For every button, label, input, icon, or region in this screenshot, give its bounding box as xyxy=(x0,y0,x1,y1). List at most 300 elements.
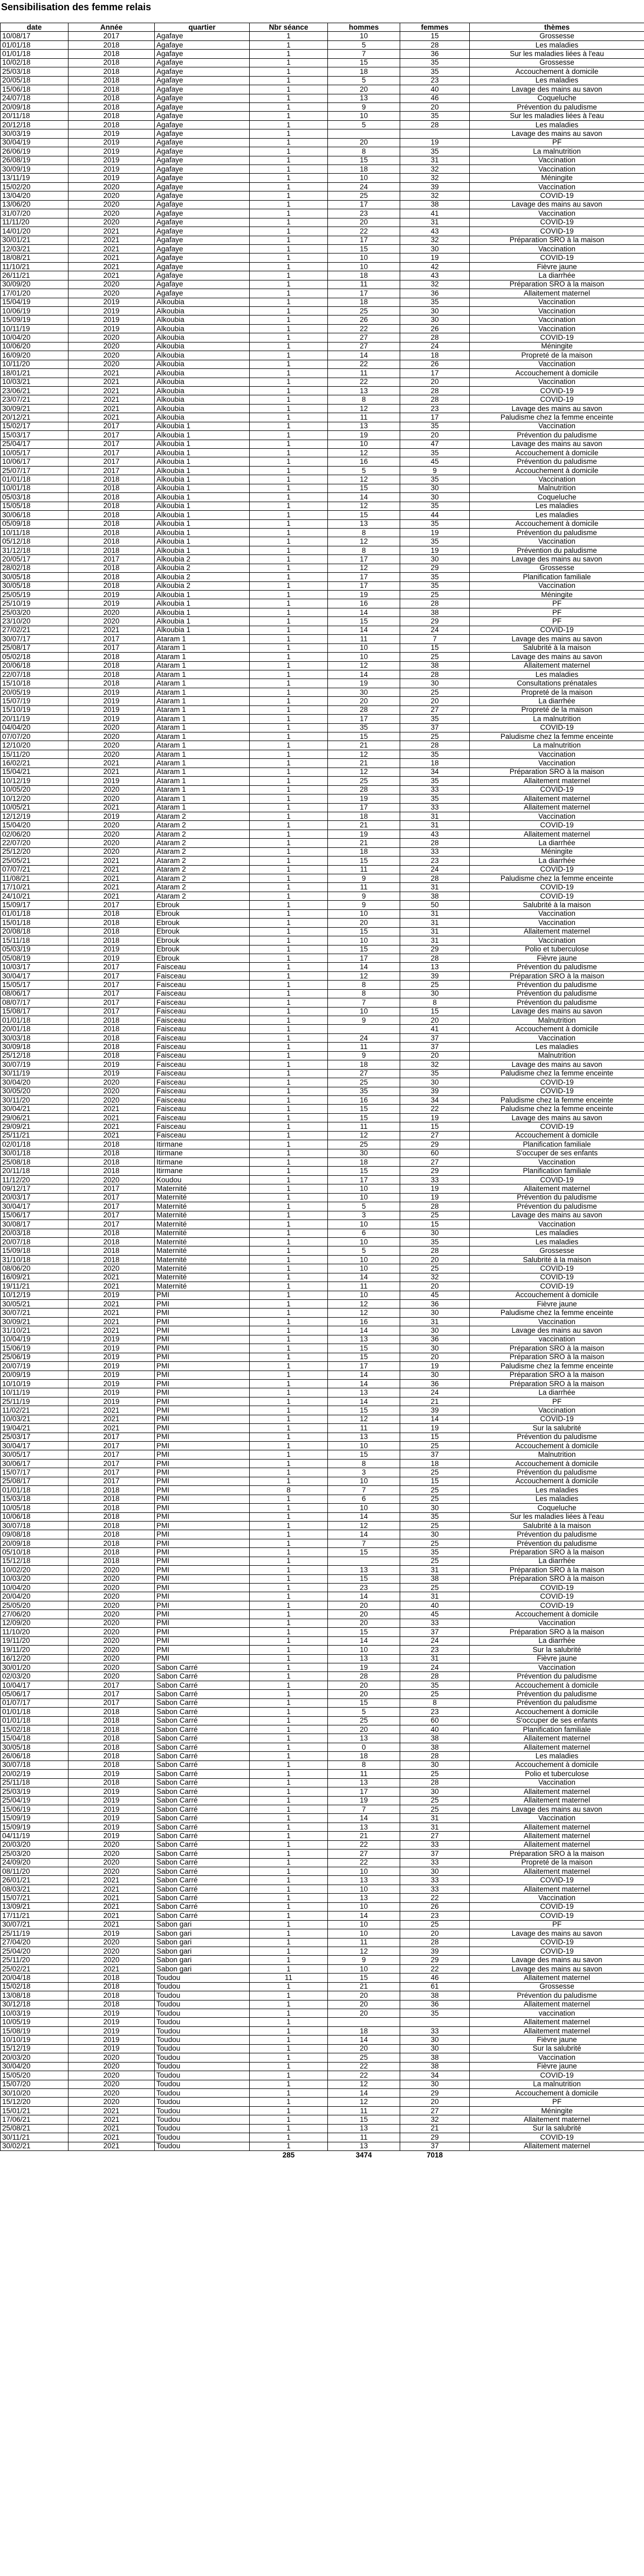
table-row xyxy=(1,901,644,909)
table-row xyxy=(1,1051,644,1060)
cell-quartier: Ataram 1 xyxy=(155,635,250,643)
cell-nbr-seance: 1 xyxy=(250,1406,328,1415)
cell-date: 15/09/17 xyxy=(1,901,68,909)
cell-nbr-seance: 1 xyxy=(250,759,328,768)
cell-quartier: Toudou xyxy=(155,2062,250,2071)
cell-nbr-seance: 1 xyxy=(250,1433,328,1441)
table-row xyxy=(1,919,644,927)
cell-theme: Accouchement à domicile xyxy=(470,67,644,76)
cell-annee: 2017 xyxy=(68,1698,155,1707)
table-row xyxy=(1,280,644,289)
cell-date: 20/07/18 xyxy=(1,1237,68,1246)
cell-hommes: 12 xyxy=(328,1947,400,1955)
cell-femmes: 30 xyxy=(400,555,470,564)
cell-annee: 2021 xyxy=(68,1273,155,1282)
cell-quartier: Ataram 1 xyxy=(155,653,250,661)
cell-annee: 2021 xyxy=(68,1902,155,1911)
cell-femmes: 37 xyxy=(400,1628,470,1636)
cell-quartier: Alkoubia 1 xyxy=(155,608,250,616)
cell-quartier: Sabon Carré xyxy=(155,1796,250,1805)
cell-nbr-seance: 1 xyxy=(250,1388,328,1397)
cell-hommes: 13 xyxy=(328,1566,400,1574)
cell-date: 20/08/18 xyxy=(1,927,68,936)
table-row xyxy=(1,865,644,874)
cell-nbr-seance: 1 xyxy=(250,1991,328,2000)
cell-date: 25/03/19 xyxy=(1,1787,68,1796)
cell-hommes: 13 xyxy=(328,1894,400,1902)
cell-quartier: PMI xyxy=(155,1610,250,1619)
cell-hommes: 14 xyxy=(328,1814,400,1823)
cell-femmes: 20 xyxy=(400,378,470,386)
cell-quartier: PMI xyxy=(155,1300,250,1308)
cell-femmes: 31 xyxy=(400,936,470,945)
cell-hommes: 15 xyxy=(328,1974,400,1982)
table-row xyxy=(1,1353,644,1361)
cell-quartier: Itirmane xyxy=(155,1167,250,1175)
cell-annee: 2020 xyxy=(68,209,155,218)
cell-date: 25/05/19 xyxy=(1,591,68,599)
cell-hommes: 10 xyxy=(328,1902,400,1911)
cell-hommes: 21 xyxy=(328,839,400,847)
cell-date: 15/07/19 xyxy=(1,697,68,705)
cell-nbr-seance: 1 xyxy=(250,981,328,989)
cell-femmes: 28 xyxy=(400,670,470,679)
cell-nbr-seance: 1 xyxy=(250,1796,328,1805)
cell-femmes: 46 xyxy=(400,94,470,102)
cell-theme: COVID-19 xyxy=(470,2133,644,2142)
cell-theme: COVID-19 xyxy=(470,1902,644,1911)
cell-femmes: 30 xyxy=(400,1078,470,1087)
table-row xyxy=(1,1459,644,1468)
cell-theme: Vaccination xyxy=(470,936,644,945)
cell-quartier: Alkoubia 1 xyxy=(155,599,250,608)
cell-date: 23/07/21 xyxy=(1,395,68,404)
cell-annee: 2021 xyxy=(68,2133,155,2142)
cell-date: 30/01/18 xyxy=(1,1149,68,1157)
cell-quartier: Agafaye xyxy=(155,76,250,85)
cell-hommes: 15 xyxy=(328,58,400,67)
table-row xyxy=(1,1760,644,1769)
cell-annee: 2018 xyxy=(68,581,155,590)
cell-date: 10/02/18 xyxy=(1,58,68,67)
cell-hommes: 21 xyxy=(328,821,400,830)
cell-nbr-seance: 1 xyxy=(250,1291,328,1299)
cell-theme: Allaitement maternel xyxy=(470,1885,644,1893)
cell-hommes: 22 xyxy=(328,360,400,368)
table-row xyxy=(1,1557,644,1565)
cell-nbr-seance: 1 xyxy=(250,404,328,413)
cell-theme: Fièvre jaune xyxy=(470,2062,644,2071)
cell-date: 05/03/18 xyxy=(1,493,68,502)
cell-femmes: 46 xyxy=(400,1974,470,1982)
cell-femmes: 23 xyxy=(400,1708,470,1716)
cell-quartier: Agafaye xyxy=(155,120,250,129)
cell-hommes: 17 xyxy=(328,803,400,812)
cell-femmes: 24 xyxy=(400,1388,470,1397)
cell-annee: 2018 xyxy=(68,573,155,581)
cell-date: 20/06/18 xyxy=(1,661,68,670)
table-row xyxy=(1,1574,644,1583)
cell-femmes: 45 xyxy=(400,1610,470,1619)
cell-annee: 2017 xyxy=(68,989,155,998)
cell-quartier: Agafaye xyxy=(155,156,250,165)
cell-quartier: PMI xyxy=(155,1291,250,1299)
cell-date: 22/07/20 xyxy=(1,839,68,847)
cell-quartier: Ebrouk xyxy=(155,909,250,918)
cell-nbr-seance: 1 xyxy=(250,1167,328,1175)
cell-date: 20/01/18 xyxy=(1,1025,68,1033)
cell-quartier: Sabon Carré xyxy=(155,1663,250,1671)
cell-theme: Sur les maladies liées à l'eau xyxy=(470,1512,644,1521)
cell-date: 07/07/20 xyxy=(1,732,68,741)
cell-date: 25/04/19 xyxy=(1,1796,68,1805)
cell-quartier: Alkoubia 1 xyxy=(155,519,250,528)
table-row xyxy=(1,528,644,537)
table-row xyxy=(1,812,644,820)
cell-theme: Les maladies xyxy=(470,1237,644,1246)
cell-annee: 2019 xyxy=(68,591,155,599)
cell-hommes: 10 xyxy=(328,1477,400,1485)
cell-quartier: Sabon Carré xyxy=(155,1778,250,1787)
cell-annee: 2017 xyxy=(68,440,155,448)
cell-hommes: 11 xyxy=(328,635,400,643)
cell-nbr-seance: 1 xyxy=(250,715,328,723)
cell-quartier: Sabon Carré xyxy=(155,1832,250,1840)
cell-theme: PF xyxy=(470,1920,644,1929)
cell-femmes: 37 xyxy=(400,1849,470,1858)
cell-hommes: 25 xyxy=(328,307,400,316)
table-row xyxy=(1,2080,644,2088)
cell-date: 31/07/20 xyxy=(1,209,68,218)
cell-date: 11/10/20 xyxy=(1,1628,68,1636)
cell-hommes: 15 xyxy=(328,1450,400,1459)
cell-hommes: 8 xyxy=(328,147,400,156)
cell-annee: 2021 xyxy=(68,2115,155,2124)
cell-nbr-seance: 1 xyxy=(250,599,328,608)
cell-quartier: Faisceau xyxy=(155,981,250,989)
cell-hommes: 13 xyxy=(328,422,400,430)
cell-annee: 2018 xyxy=(68,1760,155,1769)
cell-theme: Paludisme chez la femme enceinte xyxy=(470,1362,644,1371)
cell-theme: Allaitement maternel xyxy=(470,777,644,785)
cell-annee: 2021 xyxy=(68,1282,155,1291)
table-row xyxy=(1,1912,644,1920)
cell-femmes: 43 xyxy=(400,830,470,838)
table-row xyxy=(1,67,644,76)
cell-quartier: Toudou xyxy=(155,2009,250,2018)
cell-date: 15/02/18 xyxy=(1,1982,68,1991)
cell-nbr-seance: 1 xyxy=(250,1450,328,1459)
table-row xyxy=(1,1823,644,1831)
table-row xyxy=(1,378,644,386)
cell-quartier: Ataram 1 xyxy=(155,768,250,776)
cell-theme: Planification familiale xyxy=(470,573,644,581)
cell-quartier: PMI xyxy=(155,1308,250,1317)
cell-quartier: Faisceau xyxy=(155,1025,250,1033)
cell-femmes: 38 xyxy=(400,608,470,616)
cell-quartier: PMI xyxy=(155,1495,250,1503)
cell-femmes: 25 xyxy=(400,1539,470,1547)
cell-annee: 2017 xyxy=(68,1202,155,1211)
cell-annee: 2017 xyxy=(68,422,155,430)
cell-annee: 2020 xyxy=(68,1574,155,1583)
cell-date: 10/05/19 xyxy=(1,2018,68,2026)
cell-theme: Vaccination xyxy=(470,244,644,253)
cell-hommes: 20 xyxy=(328,2009,400,2018)
cell-nbr-seance: 1 xyxy=(250,1636,328,1645)
cell-date: 10/06/18 xyxy=(1,1512,68,1521)
cell-annee: 2018 xyxy=(68,475,155,484)
cell-annee: 2020 xyxy=(68,182,155,191)
cell-hommes: 13 xyxy=(328,1335,400,1344)
cell-date: 15/02/17 xyxy=(1,422,68,430)
cell-theme: Vaccination xyxy=(470,1220,644,1229)
cell-quartier: Alkoubia 1 xyxy=(155,466,250,475)
cell-quartier: Ataram 2 xyxy=(155,839,250,847)
cell-quartier: Ebrouk xyxy=(155,936,250,945)
table-row xyxy=(1,76,644,85)
table-row xyxy=(1,316,644,324)
cell-femmes: 20 xyxy=(400,1353,470,1361)
cell-femmes: 8 xyxy=(400,998,470,1007)
table-row xyxy=(1,1840,644,1849)
table-row xyxy=(1,945,644,954)
cell-femmes: 30 xyxy=(400,1504,470,1512)
table-row xyxy=(1,209,644,218)
cell-nbr-seance: 1 xyxy=(250,1379,328,1388)
cell-hommes: 10 xyxy=(328,1920,400,1929)
cell-hommes: 14 xyxy=(328,351,400,360)
cell-hommes: 5 xyxy=(328,40,400,49)
cell-annee: 2019 xyxy=(68,165,155,174)
cell-quartier: Sabon Carré xyxy=(155,1876,250,1885)
cell-annee: 2019 xyxy=(68,1796,155,1805)
cell-annee: 2021 xyxy=(68,883,155,892)
cell-femmes: 24 xyxy=(400,1663,470,1671)
cell-annee: 2021 xyxy=(68,768,155,776)
cell-nbr-seance: 1 xyxy=(250,847,328,856)
cell-theme: Fièvre jaune xyxy=(470,262,644,271)
cell-theme: Vaccination xyxy=(470,165,644,174)
cell-nbr-seance: 1 xyxy=(250,280,328,289)
cell-annee: 2019 xyxy=(68,812,155,820)
table-row xyxy=(1,2142,644,2150)
cell-theme: COVID-19 xyxy=(470,218,644,227)
cell-nbr-seance: 1 xyxy=(250,1043,328,1051)
cell-date: 01/01/18 xyxy=(1,909,68,918)
cell-hommes: 13 xyxy=(328,1433,400,1441)
cell-quartier: PMI xyxy=(155,1574,250,1583)
cell-annee: 2021 xyxy=(68,1105,155,1113)
cell-nbr-seance: 1 xyxy=(250,85,328,94)
cell-theme: Paludisme chez la femme enceinte xyxy=(470,874,644,883)
cell-theme: Grossesse xyxy=(470,1982,644,1991)
cell-quartier: Agafaye xyxy=(155,40,250,49)
cell-hommes: 15 xyxy=(328,1406,400,1415)
cell-nbr-seance: 1 xyxy=(250,475,328,484)
cell-nbr-seance: 1 xyxy=(250,1087,328,1095)
table-row xyxy=(1,2098,644,2106)
table-row xyxy=(1,156,644,165)
cell-hommes: 21 xyxy=(328,1982,400,1991)
cell-annee: 2018 xyxy=(68,1016,155,1025)
cell-nbr-seance: 1 xyxy=(250,1415,328,1423)
cell-nbr-seance: 1 xyxy=(250,1078,328,1087)
cell-date: 26/08/19 xyxy=(1,156,68,165)
cell-nbr-seance: 1 xyxy=(250,1202,328,1211)
table-row xyxy=(1,422,644,430)
cell-femmes: 32 xyxy=(400,191,470,200)
cell-date: 10/03/17 xyxy=(1,963,68,971)
cell-nbr-seance: 1 xyxy=(250,777,328,785)
cell-femmes: 29 xyxy=(400,564,470,572)
cell-hommes: 18 xyxy=(328,812,400,820)
cell-nbr-seance: 1 xyxy=(250,573,328,581)
cell-date: 11/11/20 xyxy=(1,218,68,227)
cell-theme: Sur la salubrité xyxy=(470,2124,644,2133)
cell-theme: S'occuper de ses enfants xyxy=(470,1716,644,1725)
cell-hommes: 11 xyxy=(328,2106,400,2115)
cell-hommes: 20 xyxy=(328,138,400,147)
cell-theme: Lavage des mains au savon xyxy=(470,1113,644,1122)
cell-hommes xyxy=(328,1557,400,1565)
cell-annee: 2021 xyxy=(68,244,155,253)
cell-hommes: 15 xyxy=(328,511,400,519)
cell-hommes: 21 xyxy=(328,759,400,768)
cell-hommes: 19 xyxy=(328,431,400,440)
cell-quartier: PMI xyxy=(155,1557,250,1565)
cell-hommes: 22 xyxy=(328,324,400,333)
cell-femmes: 31 xyxy=(400,821,470,830)
cell-annee: 2018 xyxy=(68,1982,155,1991)
cell-femmes: 25 xyxy=(400,1805,470,1813)
cell-femmes: 32 xyxy=(400,174,470,182)
cell-theme: Accouchement à domicile xyxy=(470,1760,644,1769)
cell-nbr-seance: 1 xyxy=(250,1734,328,1743)
cell-date: 10/11/19 xyxy=(1,1388,68,1397)
cell-quartier: Agafaye xyxy=(155,271,250,280)
cell-annee: 2019 xyxy=(68,2018,155,2026)
cell-hommes: 19 xyxy=(328,591,400,599)
cell-annee: 2019 xyxy=(68,138,155,147)
cell-theme: Vaccination xyxy=(470,307,644,316)
cell-theme: Préparation SRO à la maison xyxy=(470,1371,644,1379)
cell-femmes: 25 xyxy=(400,653,470,661)
cell-date: 15/07/17 xyxy=(1,1468,68,1477)
cell-annee: 2018 xyxy=(68,1237,155,1246)
cell-date: 15/04/18 xyxy=(1,1734,68,1743)
cell-annee: 2020 xyxy=(68,794,155,803)
cell-annee: 2021 xyxy=(68,857,155,865)
cell-theme: Allaitement maternel xyxy=(470,2000,644,2009)
cell-hommes: 19 xyxy=(328,1663,400,1671)
cell-femmes: 25 xyxy=(400,732,470,741)
cell-femmes: 35 xyxy=(400,449,470,457)
cell-quartier: Ataram 1 xyxy=(155,750,250,758)
cell-date: 30/05/21 xyxy=(1,1300,68,1308)
table-row xyxy=(1,537,644,546)
cell-hommes: 10 xyxy=(328,1193,400,1202)
cell-date: 08/06/17 xyxy=(1,989,68,998)
cell-theme: La diarrhée xyxy=(470,857,644,865)
cell-annee: 2020 xyxy=(68,2088,155,2097)
cell-date: 10/05/20 xyxy=(1,785,68,794)
cell-hommes: 18 xyxy=(328,165,400,174)
cell-date: 15/11/20 xyxy=(1,750,68,758)
cell-theme: Préparation SRO à la maison xyxy=(470,1574,644,1583)
cell-date: 27/06/20 xyxy=(1,1610,68,1619)
cell-nbr-seance: 1 xyxy=(250,1131,328,1140)
table-row xyxy=(1,1033,644,1042)
cell-quartier: Sabon Carré xyxy=(155,1760,250,1769)
cell-annee: 2019 xyxy=(68,2044,155,2053)
table-row xyxy=(1,1752,644,1760)
cell-femmes: 25 xyxy=(400,1770,470,1778)
cell-date: 23/10/20 xyxy=(1,617,68,626)
cell-date: 31/10/18 xyxy=(1,1255,68,1264)
cell-nbr-seance: 1 xyxy=(250,324,328,333)
cell-hommes: 18 xyxy=(328,298,400,306)
cell-date: 25/05/21 xyxy=(1,857,68,865)
table-row xyxy=(1,1211,644,1220)
cell-nbr-seance: 1 xyxy=(250,316,328,324)
cell-quartier: Alkoubia xyxy=(155,333,250,342)
cell-hommes: 20 xyxy=(328,919,400,927)
cell-date: 12/03/21 xyxy=(1,244,68,253)
cell-date: 25/12/18 xyxy=(1,1051,68,1060)
cell-hommes: 22 xyxy=(328,378,400,386)
cell-quartier: Sabon gari xyxy=(155,1929,250,1938)
table-row xyxy=(1,218,644,227)
table-row xyxy=(1,1646,644,1654)
table-row xyxy=(1,58,644,67)
cell-femmes: 38 xyxy=(400,1991,470,2000)
cell-nbr-seance: 1 xyxy=(250,422,328,430)
cell-quartier: Faisceau xyxy=(155,1016,250,1025)
cell-annee: 2018 xyxy=(68,1140,155,1149)
cell-nbr-seance: 1 xyxy=(250,307,328,316)
cell-femmes: 15 xyxy=(400,1433,470,1441)
cell-quartier: Sabon Carré xyxy=(155,1814,250,1823)
cell-annee: 2018 xyxy=(68,537,155,546)
cell-annee: 2020 xyxy=(68,2062,155,2071)
cell-theme: Prévention du paludisme xyxy=(470,963,644,971)
cell-annee: 2018 xyxy=(68,927,155,936)
cell-theme: Accouchement à domicile xyxy=(470,1442,644,1450)
cell-femmes: 38 xyxy=(400,1574,470,1583)
cell-theme: COVID-19 xyxy=(470,821,644,830)
cell-femmes: 37 xyxy=(400,1033,470,1042)
table-row xyxy=(1,581,644,590)
cell-quartier: Maternité xyxy=(155,1246,250,1255)
table-row xyxy=(1,1184,644,1193)
cell-date: 10/06/19 xyxy=(1,307,68,316)
cell-femmes: 24 xyxy=(400,626,470,634)
cell-nbr-seance: 1 xyxy=(250,1592,328,1601)
cell-hommes: 13 xyxy=(328,1654,400,1663)
cell-quartier: Sabon gari xyxy=(155,1964,250,1973)
cell-hommes: 9 xyxy=(328,102,400,111)
cell-date: 15/05/18 xyxy=(1,502,68,510)
cell-quartier: Agafaye xyxy=(155,254,250,262)
table-row xyxy=(1,1486,644,1495)
cell-nbr-seance: 1 xyxy=(250,1495,328,1503)
cell-quartier: Toudou xyxy=(155,2026,250,2035)
cell-theme: Les maladies xyxy=(470,502,644,510)
cell-quartier: Ataram 1 xyxy=(155,705,250,714)
cell-theme: La diarrhée xyxy=(470,1636,644,1645)
cell-quartier: Toudou xyxy=(155,2124,250,2133)
